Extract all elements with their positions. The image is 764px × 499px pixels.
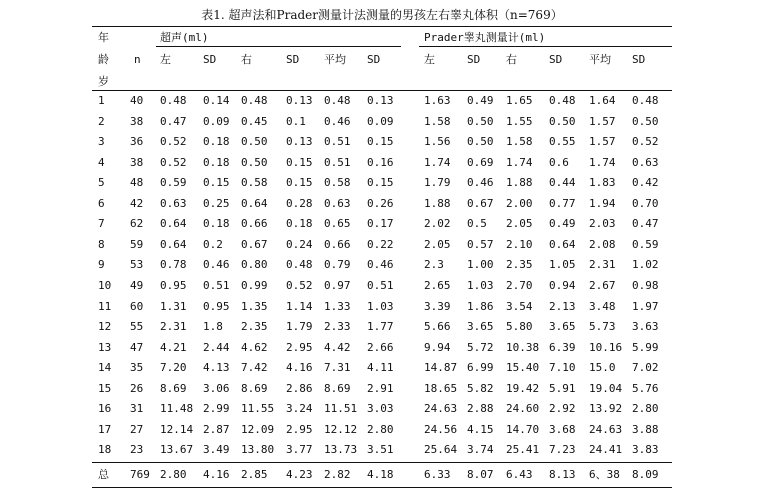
cell-value: 0.46	[467, 176, 494, 189]
cell-value: 0.50	[632, 115, 659, 128]
cell-value: 1.79	[286, 320, 313, 333]
cell-value: 15.40	[506, 361, 540, 374]
cell-value: 0.52	[632, 135, 659, 148]
cell-value: 0.77	[549, 197, 576, 210]
cell-age: 2	[98, 115, 105, 128]
cell-value: 0.46	[367, 258, 394, 271]
cell-age: 3	[98, 135, 105, 148]
cell-value: 1.64	[589, 94, 616, 107]
cell-value: 3.39	[424, 300, 451, 313]
cell-age: 11	[98, 300, 112, 313]
total-value: 6.33	[424, 468, 451, 481]
cell-value: 2.33	[324, 320, 351, 333]
cell-value: 0.58	[324, 176, 351, 189]
cell-value: 24.63	[424, 402, 458, 415]
header-subcolumn: SD	[367, 53, 381, 66]
cell-value: 1.58	[424, 115, 451, 128]
header-subcolumn: 左	[160, 53, 171, 66]
cell-value: 0.26	[367, 197, 394, 210]
cell-value: 1.05	[549, 258, 576, 271]
cell-value: 3.06	[203, 382, 230, 395]
cell-value: 0.97	[324, 279, 351, 292]
cell-n: 38	[130, 156, 144, 169]
header-group-prader: Prader睾丸测量计(ml)	[424, 31, 546, 44]
cell-value: 25.41	[506, 443, 540, 456]
cell-n: 36	[130, 135, 144, 148]
cell-value: 0.18	[203, 135, 230, 148]
cell-value: 3.48	[589, 300, 616, 313]
header-n-label: n	[134, 53, 141, 66]
cell-value: 5.76	[632, 382, 659, 395]
cell-value: 7.31	[324, 361, 351, 374]
cell-value: 13.73	[324, 443, 358, 456]
cell-value: 0.48	[160, 94, 187, 107]
cell-value: 7.42	[241, 361, 268, 374]
cell-value: 2.35	[241, 320, 268, 333]
cell-value: 0.48	[549, 94, 576, 107]
cell-value: 0.48	[286, 258, 313, 271]
cell-n: 53	[130, 258, 144, 271]
cell-value: 2.66	[367, 341, 394, 354]
cell-n: 49	[130, 279, 144, 292]
cell-value: 0.1	[286, 115, 306, 128]
total-top-rule	[92, 462, 672, 463]
total-value: 4.18	[367, 468, 394, 481]
cell-value: 0.55	[549, 135, 576, 148]
cell-age: 6	[98, 197, 105, 210]
cell-value: 3.65	[549, 320, 576, 333]
header-subcolumn: SD	[549, 53, 563, 66]
cell-value: 0.67	[241, 238, 268, 251]
cell-value: 24.63	[589, 423, 623, 436]
cell-age: 16	[98, 402, 112, 415]
total-value: 4.23	[286, 468, 313, 481]
cell-value: 10.16	[589, 341, 623, 354]
header-bottom-rule	[92, 90, 672, 91]
total-value: 8.07	[467, 468, 494, 481]
cell-value: 1.33	[324, 300, 351, 313]
cell-value: 0.09	[367, 115, 394, 128]
cell-value: 1.35	[241, 300, 268, 313]
cell-value: 3.68	[549, 423, 576, 436]
header-subcolumn: 右	[506, 53, 517, 66]
cell-value: 8.69	[160, 382, 187, 395]
cell-value: 2.70	[506, 279, 533, 292]
cell-value: 0.95	[203, 300, 230, 313]
cell-value: 1.31	[160, 300, 187, 313]
cell-value: 7.10	[549, 361, 576, 374]
cell-n: 59	[130, 238, 144, 251]
cell-value: 0.79	[324, 258, 351, 271]
cell-value: 0.16	[367, 156, 394, 169]
cell-value: 0.13	[367, 94, 394, 107]
cell-age: 13	[98, 341, 112, 354]
cell-n: 60	[130, 300, 144, 313]
cell-value: 24.56	[424, 423, 458, 436]
cell-value: 0.49	[467, 94, 494, 107]
cell-value: 7.23	[549, 443, 576, 456]
cell-value: 0.51	[367, 279, 394, 292]
cell-value: 1.8	[203, 320, 223, 333]
cell-age: 17	[98, 423, 112, 436]
cell-value: 2.05	[506, 217, 533, 230]
cell-value: 0.99	[241, 279, 268, 292]
cell-value: 12.12	[324, 423, 358, 436]
cell-value: 0.25	[203, 197, 230, 210]
cell-value: 5.91	[549, 382, 576, 395]
cell-value: 0.48	[632, 94, 659, 107]
cell-value: 11.51	[324, 402, 358, 415]
header-subcolumn: 平均	[324, 53, 346, 66]
cell-value: 0.65	[324, 217, 351, 230]
total-value: 2.85	[241, 468, 268, 481]
cell-value: 1.02	[632, 258, 659, 271]
header-subcolumn: 右	[241, 53, 252, 66]
cell-value: 0.95	[160, 279, 187, 292]
cell-value: 11.55	[241, 402, 275, 415]
cell-value: 1.86	[467, 300, 494, 313]
cell-value: 0.78	[160, 258, 187, 271]
cell-value: 4.13	[203, 361, 230, 374]
cell-n: 31	[130, 402, 144, 415]
cell-value: 3.51	[367, 443, 394, 456]
cell-value: 2.31	[589, 258, 616, 271]
cell-value: 11.48	[160, 402, 194, 415]
cell-value: 0.58	[241, 176, 268, 189]
cell-value: 5.66	[424, 320, 451, 333]
cell-value: 2.44	[203, 341, 230, 354]
cell-value: 2.13	[549, 300, 576, 313]
cell-value: 13.80	[241, 443, 275, 456]
cell-value: 0.50	[241, 135, 268, 148]
cell-value: 1.03	[367, 300, 394, 313]
total-value: 8.13	[549, 468, 576, 481]
cell-value: 1.57	[589, 115, 616, 128]
cell-value: 7.20	[160, 361, 187, 374]
cell-value: 0.50	[467, 115, 494, 128]
cell-value: 5.82	[467, 382, 494, 395]
cell-value: 1.74	[506, 156, 533, 169]
cell-value: 2.91	[367, 382, 394, 395]
cell-value: 10.38	[506, 341, 540, 354]
cell-n: 26	[130, 382, 144, 395]
cell-value: 0.64	[160, 238, 187, 251]
cell-value: 12.09	[241, 423, 275, 436]
cell-age: 1	[98, 94, 105, 107]
cell-value: 1.88	[424, 197, 451, 210]
cell-value: 2.95	[286, 423, 313, 436]
cell-value: 0.59	[632, 238, 659, 251]
cell-value: 1.77	[367, 320, 394, 333]
cell-value: 5.72	[467, 341, 494, 354]
cell-value: 1.97	[632, 300, 659, 313]
cell-value: 4.16	[286, 361, 313, 374]
cell-value: 0.18	[203, 156, 230, 169]
cell-value: 0.48	[324, 94, 351, 107]
cell-n: 40	[130, 94, 144, 107]
cell-value: 14.87	[424, 361, 458, 374]
cell-value: 3.63	[632, 320, 659, 333]
cell-value: 0.59	[160, 176, 187, 189]
cell-value: 0.98	[632, 279, 659, 292]
cell-age: 7	[98, 217, 105, 230]
cell-value: 0.15	[286, 156, 313, 169]
cell-value: 2.99	[203, 402, 230, 415]
total-value: 6、38	[589, 468, 620, 481]
cell-value: 0.42	[632, 176, 659, 189]
cell-value: 0.24	[286, 238, 313, 251]
cell-value: 5.80	[506, 320, 533, 333]
cell-value: 0.52	[160, 135, 187, 148]
cell-value: 3.88	[632, 423, 659, 436]
cell-value: 7.02	[632, 361, 659, 374]
cell-value: 0.50	[467, 135, 494, 148]
cell-value: 0.17	[367, 217, 394, 230]
cell-n: 35	[130, 361, 144, 374]
cell-value: 1.03	[467, 279, 494, 292]
cell-value: 8.69	[241, 382, 268, 395]
cell-value: 13.67	[160, 443, 194, 456]
cell-value: 25.64	[424, 443, 458, 456]
cell-value: 4.21	[160, 341, 187, 354]
cell-n: 42	[130, 197, 144, 210]
cell-value: 0.51	[324, 156, 351, 169]
cell-value: 0.18	[286, 217, 313, 230]
cell-age: 8	[98, 238, 105, 251]
cell-age: 12	[98, 320, 112, 333]
cell-value: 2.80	[632, 402, 659, 415]
cell-value: 0.50	[549, 115, 576, 128]
cell-value: 15.0	[589, 361, 616, 374]
cell-value: 19.42	[506, 382, 540, 395]
cell-value: 0.09	[203, 115, 230, 128]
cell-value: 0.80	[241, 258, 268, 271]
cell-value: 1.79	[424, 176, 451, 189]
cell-value: 0.47	[632, 217, 659, 230]
cell-value: 14.70	[506, 423, 540, 436]
cell-value: 3.65	[467, 320, 494, 333]
cell-value: 0.64	[160, 217, 187, 230]
header-group-ultrasound: 超声(ml)	[160, 31, 209, 44]
cell-value: 3.54	[506, 300, 533, 313]
cell-value: 19.04	[589, 382, 623, 395]
cell-value: 1.83	[589, 176, 616, 189]
total-value: 6.43	[506, 468, 533, 481]
cell-value: 0.66	[241, 217, 268, 230]
cell-value: 1.57	[589, 135, 616, 148]
cell-value: 3.49	[203, 443, 230, 456]
cell-value: 0.70	[632, 197, 659, 210]
cell-value: 0.2	[203, 238, 223, 251]
cell-value: 2.02	[424, 217, 451, 230]
cell-value: 24.60	[506, 402, 540, 415]
cell-value: 2.95	[286, 341, 313, 354]
cell-value: 2.3	[424, 258, 444, 271]
cell-value: 6.99	[467, 361, 494, 374]
cell-n: 62	[130, 217, 144, 230]
cell-n: 27	[130, 423, 144, 436]
cell-value: 2.10	[506, 238, 533, 251]
total-label: 总	[98, 468, 109, 481]
cell-n: 47	[130, 341, 144, 354]
cell-age: 15	[98, 382, 112, 395]
cell-age: 10	[98, 279, 112, 292]
cell-value: 3.74	[467, 443, 494, 456]
cell-value: 0.69	[467, 156, 494, 169]
cell-value: 0.5	[467, 217, 487, 230]
cell-value: 2.80	[367, 423, 394, 436]
cell-value: 0.52	[286, 279, 313, 292]
cell-value: 0.15	[367, 176, 394, 189]
cell-value: 0.94	[549, 279, 576, 292]
cell-value: 18.65	[424, 382, 458, 395]
cell-value: 4.11	[367, 361, 394, 374]
cell-value: 1.74	[589, 156, 616, 169]
cell-value: 0.49	[549, 217, 576, 230]
cell-value: 0.48	[241, 94, 268, 107]
cell-value: 0.63	[324, 197, 351, 210]
header-age-label: 年	[98, 31, 109, 44]
header-age-label: 龄	[98, 53, 109, 66]
cell-value: 9.94	[424, 341, 451, 354]
cell-value: 1.94	[589, 197, 616, 210]
cell-value: 2.35	[506, 258, 533, 271]
total-value: 2.82	[324, 468, 351, 481]
cell-value: 2.86	[286, 382, 313, 395]
cell-value: 1.56	[424, 135, 451, 148]
cell-age: 18	[98, 443, 112, 456]
table-title: 表1. 超声法和Prader测量计法测量的男孩左右睾丸体积（n=769）	[201, 8, 563, 22]
cell-value: 3.24	[286, 402, 313, 415]
cell-value: 1.55	[506, 115, 533, 128]
cell-value: 0.18	[203, 217, 230, 230]
cell-value: 5.99	[632, 341, 659, 354]
total-value: 2.80	[160, 468, 187, 481]
cell-n: 23	[130, 443, 144, 456]
cell-value: 1.65	[506, 94, 533, 107]
group-rule-ultrasound	[156, 46, 401, 47]
cell-value: 0.67	[467, 197, 494, 210]
cell-value: 0.28	[286, 197, 313, 210]
cell-value: 0.51	[324, 135, 351, 148]
cell-value: 1.00	[467, 258, 494, 271]
cell-value: 0.63	[632, 156, 659, 169]
header-age-label: 岁	[98, 75, 109, 88]
cell-value: 2.03	[589, 217, 616, 230]
cell-value: 6.39	[549, 341, 576, 354]
header-subcolumn: 平均	[589, 53, 611, 66]
header-subcolumn: SD	[286, 53, 300, 66]
top-rule	[92, 26, 672, 27]
cell-age: 9	[98, 258, 105, 271]
cell-value: 2.65	[424, 279, 451, 292]
cell-value: 0.52	[160, 156, 187, 169]
cell-value: 0.44	[549, 176, 576, 189]
cell-value: 0.50	[241, 156, 268, 169]
cell-value: 1.88	[506, 176, 533, 189]
cell-value: 0.57	[467, 238, 494, 251]
cell-value: 0.47	[160, 115, 187, 128]
cell-value: 0.66	[324, 238, 351, 251]
cell-value: 0.64	[241, 197, 268, 210]
cell-value: 12.14	[160, 423, 194, 436]
cell-value: 2.08	[589, 238, 616, 251]
header-subcolumn: SD	[467, 53, 481, 66]
cell-value: 0.6	[549, 156, 569, 169]
cell-value: 0.45	[241, 115, 268, 128]
cell-value: 0.13	[286, 135, 313, 148]
cell-value: 0.15	[367, 135, 394, 148]
cell-value: 1.58	[506, 135, 533, 148]
cell-value: 0.15	[203, 176, 230, 189]
cell-n: 48	[130, 176, 144, 189]
cell-value: 2.87	[203, 423, 230, 436]
cell-value: 4.42	[324, 341, 351, 354]
cell-value: 3.03	[367, 402, 394, 415]
cell-value: 0.64	[549, 238, 576, 251]
cell-value: 3.83	[632, 443, 659, 456]
cell-value: 2.00	[506, 197, 533, 210]
cell-value: 0.13	[286, 94, 313, 107]
cell-value: 0.22	[367, 238, 394, 251]
cell-n: 55	[130, 320, 144, 333]
cell-value: 2.31	[160, 320, 187, 333]
group-rule-prader	[419, 46, 672, 47]
cell-value: 2.05	[424, 238, 451, 251]
cell-value: 1.63	[424, 94, 451, 107]
cell-value: 4.62	[241, 341, 268, 354]
cell-value: 0.14	[203, 94, 230, 107]
cell-age: 4	[98, 156, 105, 169]
header-subcolumn: SD	[203, 53, 217, 66]
header-subcolumn: 左	[424, 53, 435, 66]
cell-value: 2.92	[549, 402, 576, 415]
cell-value: 13.92	[589, 402, 623, 415]
cell-value: 0.63	[160, 197, 187, 210]
cell-value: 4.15	[467, 423, 494, 436]
cell-value: 2.67	[589, 279, 616, 292]
cell-value: 5.73	[589, 320, 616, 333]
cell-age: 14	[98, 361, 112, 374]
total-n: 769	[130, 468, 150, 481]
cell-value: 24.41	[589, 443, 623, 456]
cell-value: 8.69	[324, 382, 351, 395]
header-subcolumn: SD	[632, 53, 646, 66]
cell-age: 5	[98, 176, 105, 189]
cell-value: 1.74	[424, 156, 451, 169]
cell-value: 3.77	[286, 443, 313, 456]
cell-value: 2.88	[467, 402, 494, 415]
total-value: 4.16	[203, 468, 230, 481]
cell-value: 0.15	[286, 176, 313, 189]
cell-value: 0.46	[203, 258, 230, 271]
cell-n: 38	[130, 115, 144, 128]
cell-value: 1.14	[286, 300, 313, 313]
cell-value: 0.46	[324, 115, 351, 128]
cell-value: 0.51	[203, 279, 230, 292]
bottom-rule	[92, 487, 672, 488]
total-value: 8.09	[632, 468, 659, 481]
